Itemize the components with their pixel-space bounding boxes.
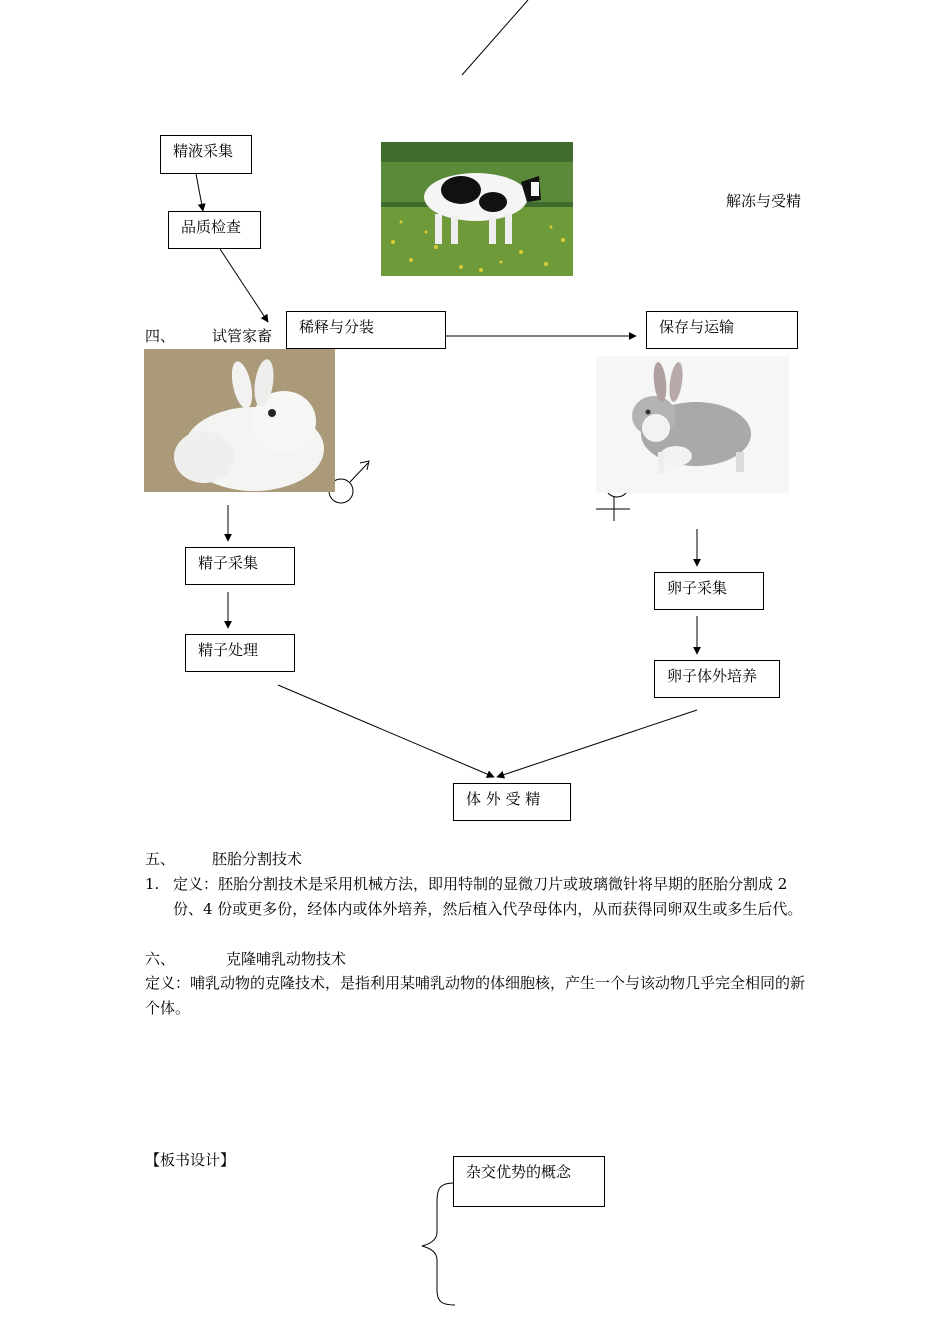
cow-photo <box>381 142 573 276</box>
board-box-label: 杂交优势的概念 <box>466 1163 572 1181</box>
thaw-fertilize-label: 解冻与受精 <box>726 192 802 210</box>
section5-number: 五、 <box>145 850 176 868</box>
section6-number: 六、 <box>145 950 176 968</box>
sperm-collection-label: 精子采集 <box>198 554 259 572</box>
section5-title: 胚胎分割技术 <box>212 850 303 868</box>
section5-item-text: 定义：胚胎分割技术是采用机械方法，即用特制的显微刀片或玻璃微针将早期的胚胎分割成 2 份、4 份或更多份，经体内或体外培养，然后植入代孕母体内，从而获得同卵双生或多生后代。 <box>173 875 803 918</box>
dilution-packaging-label: 稀释与分装 <box>299 318 375 336</box>
top-diagonal-line <box>462 0 528 75</box>
arrow-quality-to-dilution <box>220 249 268 322</box>
egg-collection-box <box>654 572 764 610</box>
white-rabbit-photo <box>144 349 335 492</box>
section4-number: 四、 <box>145 327 176 345</box>
storage-transport-box <box>646 311 798 349</box>
arrow-semen-to-quality <box>196 174 203 211</box>
sperm-processing-label: 精子处理 <box>198 641 259 659</box>
section6-definition: 定义：哺乳动物的克隆技术，是指利用某哺乳动物的体细胞核，产生一个与该动物几乎完全相同的新个体。 <box>145 974 806 1017</box>
semen-collection-box <box>160 135 252 174</box>
egg-culture-label: 卵子体外培养 <box>667 667 758 685</box>
arrow-processing-to-ivf <box>278 685 494 777</box>
male-symbol <box>329 461 369 503</box>
section4-title: 试管家畜 <box>212 327 273 345</box>
section5-item-number: 1. <box>145 875 160 893</box>
curly-brace <box>422 1183 455 1305</box>
board-box-heterosis <box>453 1156 605 1207</box>
section6-title: 克隆哺乳动物技术 <box>226 950 347 968</box>
arrow-culture-to-ivf <box>497 710 697 777</box>
board-heading: 【板书设计】 <box>145 1151 236 1169</box>
egg-collection-label: 卵子采集 <box>667 579 728 597</box>
ivf-box <box>453 783 571 821</box>
section5-item <box>145 872 815 922</box>
sperm-processing-box <box>185 634 295 672</box>
dilution-packaging-box <box>286 311 446 349</box>
storage-transport-label: 保存与运输 <box>659 318 735 336</box>
quality-check-label: 品质检查 <box>181 218 242 236</box>
ivf-label: 体 外 受 精 <box>466 790 541 808</box>
egg-culture-box <box>654 660 780 698</box>
sperm-collection-box <box>185 547 295 585</box>
gray-rabbit-photo <box>596 356 789 493</box>
semen-collection-label: 精液采集 <box>173 142 234 160</box>
quality-check-box <box>168 211 261 249</box>
